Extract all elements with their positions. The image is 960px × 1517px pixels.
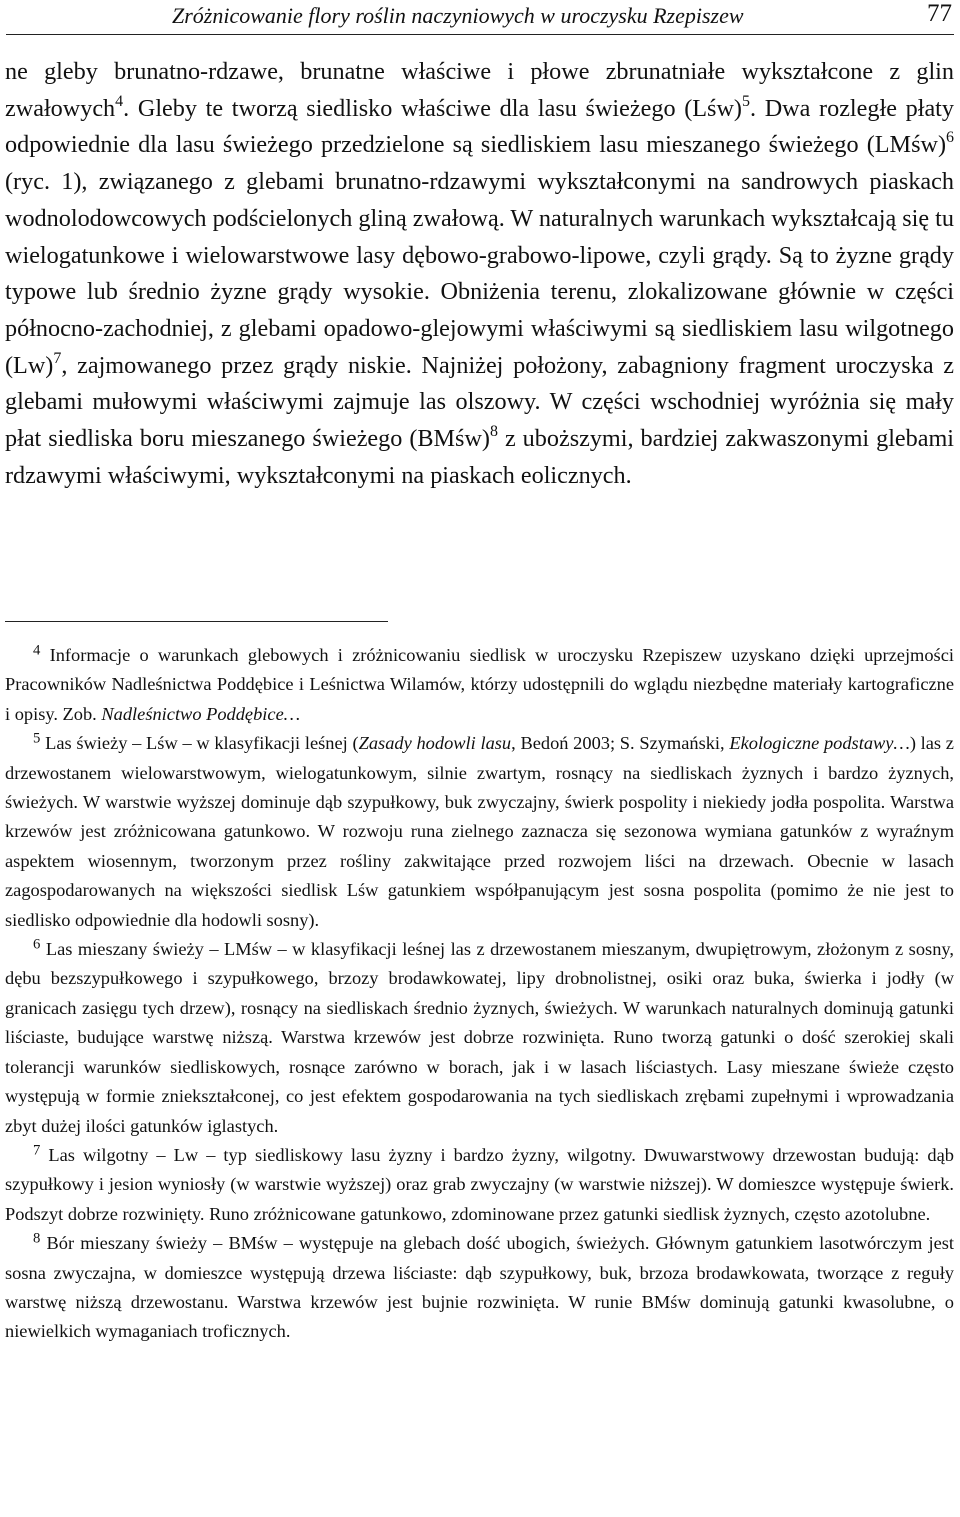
footnote-ref-4[interactable]: 4 — [115, 92, 124, 110]
footnote-citation: Zasady hodowli lasu — [358, 733, 512, 754]
footnote-number: 6 — [33, 936, 41, 953]
text-run: . Dwa rozległe płaty odpowiednie dla lasu świeżego przedzielone są siedliskiem lasu mieszanego świeżego (LMśw) — [5, 94, 954, 159]
footnote-text: , Bedoń 2003; S. Szymański, — [511, 733, 730, 754]
footnote-ref-6[interactable]: 6 — [946, 129, 954, 147]
footnote-6 — [5, 935, 954, 1141]
footnote-text: Bór mieszany świeży – BMśw – występuje na glebach dość ubogich, świeżych. Głównym gatunkiem lasotwórczym jest sosna zwyczajna, w domieszce występują drzewa liściaste: dąb szypułkowy, buk, brzoza brodawkowata, tworzące z reguły warstwę niższą drzewostanu. Warstwa krzewów jest bujnie rozwinięta. W runie BMśw dominują gatunki kwasolubne, o niewielkich wymaganiach troficznych. — [5, 1233, 954, 1342]
footnote-ref-5[interactable]: 5 — [741, 92, 750, 110]
text-run: (ryc. 1), związanego z glebami brunatno-rdzawymi wykształconymi na sandrowych piaskach wodnolodowcowych podścielonych gliną zwałową. W naturalnych warunkach wykształcają się tu wielogatunkowe i wielowarstwowe lasy dębowo-grabowo-lipowe, czyli grądy. Są to żyzne grądy typowe lub średnio żyzne grądy wysokie. Obniżenia terenu, zlokalizowane głównie w części północno-zachodniej, z glebami opadowo-glejowymi właściwymi są siedliskiem lasu wilgotnego (Lw) — [5, 168, 954, 379]
paragraph — [5, 54, 954, 494]
footnote-7 — [5, 1141, 954, 1229]
footnote-number: 7 — [33, 1142, 41, 1159]
footnote-8 — [5, 1229, 954, 1347]
footnote-ref-8[interactable]: 8 — [489, 423, 498, 441]
text-run: . Gleby te tworzą siedlisko właściwe dla lasu świeżego (Lśw) — [123, 94, 742, 122]
footnote-separator — [5, 621, 388, 622]
footnote-4 — [5, 641, 954, 729]
footnote-5 — [5, 729, 954, 935]
footnote-text: Informacje o warunkach glebowych i zróżnicowaniu siedlisk w uroczysku Rzepiszew uzyskano dzięki uprzejmości Pracowników Nadleśnictwa Poddębice i Leśnictwa Wilamów, którzy udostępnili do wglądu niezbędne materiały kartograficzne i opisy. Zob. — [5, 645, 954, 724]
footnote-number: 8 — [33, 1230, 41, 1247]
footnote-text: ) las z drzewostanem wielowarstwowym, wielogatunkowym, silnie zwartym, rosnący na siedliskach żyznych i bardzo żyznych, świeżych. W warstwie wyższej dominuje dąb szypułkowy, buk zwyczajny, świerk pospolity i niekiedy jodła pospolita. Warstwa krzewów jest zróżnicowana gatunkowo. W rozwoju runa zielnego zaznacza się sezonowa wymiana gatunków z wyraźnym aspektem wiosennym, tworzonym przez rośliny zakwitające przed rozwojem liści na drzewach. Obecnie w lasach zagospodarowanych na większości siedlisk Lśw gatunkiem współpanującym jest sosna pospolita (pomimo że nie jest to siedlisko odpowiednie dla hodowli sosny). — [5, 733, 954, 930]
footnote-text: Las mieszany świeży – LMśw – w klasyfikacji leśnej las z drzewostanem mieszanym, dwupiętrowym, złożonym z sosny, dębu bezszypułkowego i szypułkowego, brzozy brodawkowatej, lipy drobnolistnej, osiki oraz buka, świerka i jodły (w granicach zasięgu tych drzew), rosnący na siedliskach średnio żyznych, świeżych. W warunkach naturalnych dominują gatunki liściaste, budujące warstwę niższą. Warstwa krzewów jest dobrze rozwinięta. Runo tworzą gatunki o dość szerokiej skali tolerancji warunków siedliskowych, rosnące zarówno w borach, jak i w lasach liściastych. Lasy mieszane świeże często występują w formie zniekształconej, co jest efektem gospodarowania na tych siedliskach zrębami zupełnymi i wprowadzania zbyt dużej ilości gatunków iglastych. — [5, 939, 954, 1136]
footnote-number: 5 — [33, 730, 41, 747]
footnotes — [5, 641, 954, 1347]
text-run: , zajmowanego przez grądy niskie. Najniżej położony, zabagniony fragment uroczyska z glebami mułowymi właściwymi zajmuje las olszowy. W części wschodniej wyróżnia się mały płat siedliska boru mieszanego świeżego (BMśw) — [5, 351, 954, 453]
footnote-citation: Ekologiczne podstawy… — [729, 733, 910, 754]
text-run: ne gleby brunatno-rdzawe, brunatne właściwe i płowe zbrunatniałe wykształcone z glin zwałowych — [5, 58, 954, 122]
footnote-number: 4 — [33, 642, 41, 659]
page-number: 77 — [927, 0, 952, 27]
header-title: Zróżnicowanie flory roślin naczyniowych w uroczysku Rzepiszew — [172, 3, 744, 28]
text-run: z uboższymi, bardziej zakwaszonymi glebami rdzawymi właściwymi, wykształconymi na piaskach eolicznych. — [5, 425, 955, 489]
footnote-text: Las świeży – Lśw – w klasyfikacji leśnej ( — [40, 733, 359, 754]
main-text — [5, 54, 954, 494]
footnote-text: Las wilgotny – Lw – typ siedliskowy lasu żyzny i bardzo żyzny, wilgotny. Dwuwarstwowy drzewostan budują: dąb szypułkowy i jesion wyniosły (w warstwie wyższej) oraz grab zwyczajny (w warstwie niższej). W domieszce występuje świerk. Podszyt dobrze rozwinięty. Runo zróżnicowane gatunkowo, zdominowane przez gatunki siedlisk żyznych, często azotolubne. — [5, 1144, 954, 1224]
running-header — [6, 0, 954, 35]
footnote-ref-7[interactable]: 7 — [53, 349, 62, 367]
footnote-citation: Nadleśnictwo Poddębice… — [101, 703, 301, 724]
